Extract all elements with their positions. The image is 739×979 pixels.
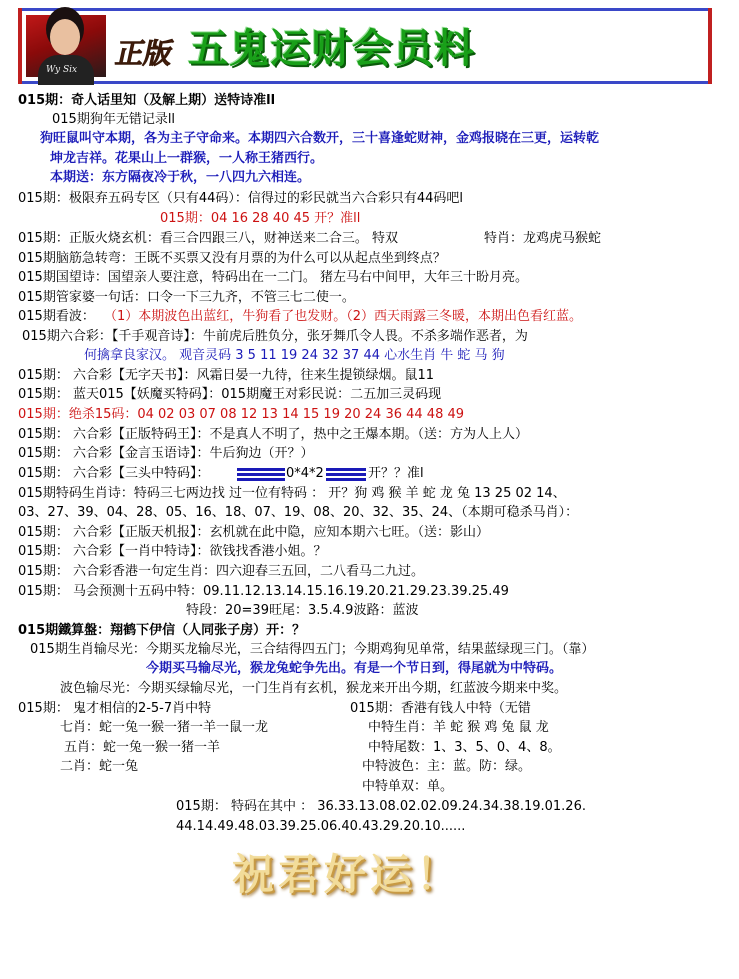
text-line: 中特尾数：1、3、5、0、4、8。 [368, 740, 561, 755]
text-line-prefix: 015期： 六合彩【三头中特码】： [18, 466, 210, 481]
text-line: 015期： 六合彩香港一句定生肖：四六迎春三五回，二八看马二九过。 [18, 564, 424, 579]
text-line: 波色输尽光：今期买绿输尽光，一门生肖有玄机，猴龙来开出今期，红蓝波今期来中奖。 [60, 681, 568, 696]
text-line: 015期特码生肖诗：特码三七两边找 过一位有特码 ： 开？狗 鸡 猴 羊 蛇 龙 兔 13 25 02 14、 [18, 486, 566, 501]
text-line: 015期：绝杀15码：04 02 03 07 08 12 13 14 15 19 20 24 36 44 48 49 [18, 407, 465, 422]
text-line: 015期生肖输尽光：今期买龙输尽光，三合结得四五门；今期鸡狗见单常，结果蓝绿现三门。（靠） [30, 642, 595, 657]
text-line: 015期管家婆一句话：口令一下三九齐，不管三七二使一。 [18, 290, 355, 305]
text-line: 015期： 六合彩【金言玉语诗】：牛后狗边（开？） [18, 446, 314, 461]
banner-right-bar [708, 8, 712, 84]
equals-bar-icon [237, 467, 285, 481]
text-line: （1）本期波色出蓝红，牛狗看了也发财。（2）西天雨露三冬暖，本期出色看红蓝。 [104, 309, 583, 324]
banner-left-bar [18, 8, 22, 84]
text-line: 03、27、39、04、28、05、16、18、07、19、08、20、32、35、24、（本期可稳杀马肖）： [18, 505, 579, 520]
text-line: 015期：04 16 28 40 45 开？准ll [160, 211, 361, 226]
zhengban-stamp [112, 27, 177, 73]
text-line: 五肖：蛇一兔一猴一猪一羊 [64, 740, 221, 755]
text-line: 015期狗年无错记录ll [52, 112, 176, 127]
page-title: 五鬼运财会员料 [188, 25, 475, 72]
photo-signature: Wy Six [46, 65, 78, 75]
text-line: 二肖：蛇一兔 [60, 759, 139, 774]
text-line: 015期：正版火烧玄机：看三合四跟三八，财神送来二合三。 特双 [18, 231, 398, 246]
text-line: 015期六合彩：【千手观音诗】：牛前虎后胜负分，张牙舞爪令人畏。不杀多端作恶者，为 [22, 329, 528, 344]
text-line: 015期： 六合彩【正版天机报】：玄机就在此中隐，应知本期六七旺。（送：影山） [18, 525, 489, 540]
text-line: 015期：极限弃五码专区（只有44码）：信得过的彩民就当六合彩只有44码吧l [18, 191, 464, 206]
text-line: 015期： 六合彩【正版特码王】：不是真人不明了，热中之王爆本期。（送：方为人上人） [18, 427, 528, 442]
text-line: 坤龙吉祥。花果山上一群猴，一人称王猪西行。 [50, 151, 324, 166]
text-line: 七肖：蛇一兔一猴一猪一羊一鼠一龙 [60, 720, 269, 735]
text-line: 中特单双：单。 [362, 779, 454, 794]
text-line: 015期： 马会预测十五码中特：09.11.12.13.14.15.16.19.20.21.29.23.39.25.49 [18, 584, 509, 599]
text-line: 015期： 六合彩【一肖中特诗】：欲钱找香港小姐。？ [18, 544, 327, 559]
text-line: 0*4*2 [286, 466, 324, 481]
text-line: 何擒拿良家汉。 观音灵码 3 5 11 19 24 32 37 44 心水生肖 牛 蛇 马 狗 [84, 348, 505, 363]
equals-bar-icon [326, 467, 366, 481]
text-line: 今期买马输尽光，猴龙兔蛇争先出。有是一个节日到，得尾就为中特码。 [146, 661, 563, 676]
text-line: 015期鐵算盤：翔鹤下伊信（人同张子房）开：？ [18, 623, 306, 638]
text-line: 本期送：东方隔夜冷于秋，一八四九六相连。 [50, 170, 311, 185]
text-line: 中特波色：主：蓝。防：绿。 [362, 759, 532, 774]
text-line: 015期： 蓝天015【妖魔买特码】：015期魔王对彩民说：二五加三灵码现 [18, 387, 442, 402]
text-line: 015期： 特码在其中 ： 36.33.13.08.02.02.09.24.34.38.19.01.26. [176, 799, 586, 814]
text-line: 015期：香港有钱人中特（无错 [350, 701, 531, 716]
text-line: 015期： 鬼才相信的2-5-7肖中特 [18, 701, 212, 716]
good-luck-greeting: 祝君好运！ [232, 850, 463, 899]
text-line: 015期： 六合彩【无字天书】：风霜日晏一九待，往来生提锁绿烟。鼠11 [18, 368, 434, 383]
text-line: 开？？准l [368, 466, 424, 481]
header-banner [20, 8, 708, 84]
text-line-prefix: 015期看波： [18, 309, 95, 324]
text-line: 015期国望诗：国望亲人要注意，特码出在一二门。 猪左马右中间甲，大年三十盼月亮。 [18, 270, 528, 285]
portrait-photo [26, 15, 106, 77]
text-line: 中特生肖：羊 蛇 猴 鸡 兔 鼠 龙 [368, 720, 549, 735]
text-line: 狗旺鼠叫守本期，各为主子守命来。本期四六合数开，三十喜逢蛇财神，金鸡报晓在三更，运转乾 [40, 131, 600, 146]
text-line: 44.14.49.48.03.39.25.06.40.43.29.20.10...... [176, 819, 466, 834]
text-line: 015期：奇人话里知（及解上期）送特诗准ll [18, 93, 276, 108]
zhengban-text: 正版 [112, 36, 177, 70]
text-line: 015期脑筋急转弯：王既不买票又没有月票的为什么可以从起点坐到终点？ [18, 251, 446, 266]
text-line: 特段：20=39旺尾：3.5.4.9波路：蓝波 [186, 603, 419, 618]
text-line: 特肖：龙鸡虎马猴蛇 [484, 231, 602, 246]
